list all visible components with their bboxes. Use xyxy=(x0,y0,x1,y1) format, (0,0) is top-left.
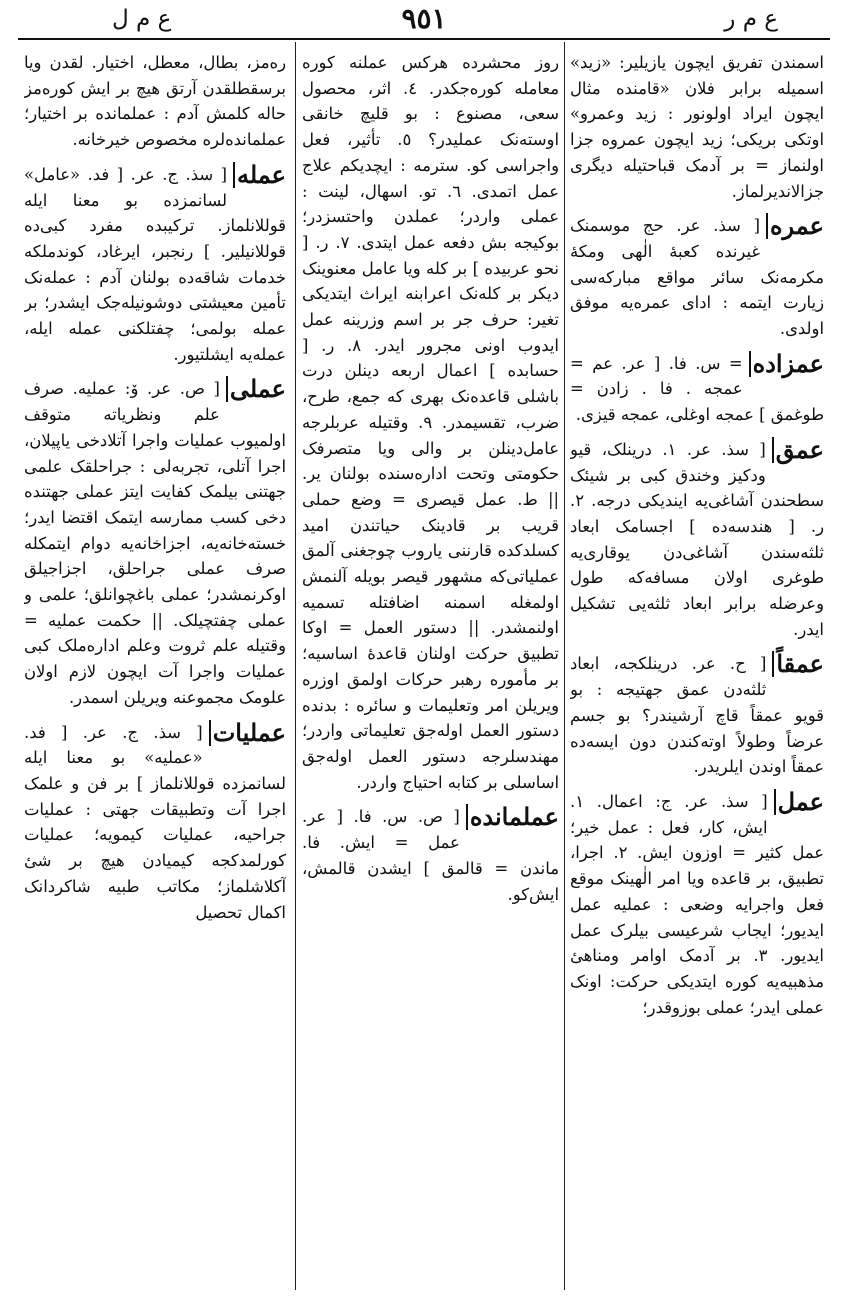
headword: عملی xyxy=(226,376,286,402)
header-left-letters: ع م ل xyxy=(112,6,172,32)
headword: عمزاده xyxy=(749,351,824,377)
entry-text: [ سذ. عر. حج موسمنک غیرنده کعبهٔ الٰهی ومکهٔ مکرمه‌نک سائر مواقع مبارکه‌سی زیارت ایتمه : ادای عمره‌یه موفق اولدی. xyxy=(570,216,824,339)
headword: عمله xyxy=(233,162,286,188)
entry-text: [ سذ. ج. عر. [ فد. «عامل» لسانمزده بو معنا ایله قوللانلماز. ترکیبده مفرد کبی‌ده قوللانیلیر. ] رنجبر، ایرغاد، کوندملکه خدمات شاقه‌ده بولنان آدم : عمله‌نک تأمین معیشتی دوشونیله‌جک ایشدر؛ بر عمله بولمی؛ چفتلکنی عمله ایله، عمله‌یه ایشلتیور. xyxy=(24,164,286,364)
headword: عمق xyxy=(772,437,824,463)
column-separator-left xyxy=(295,42,296,1290)
entry-continuation xyxy=(570,50,824,204)
entry-continuation xyxy=(302,50,559,795)
entry-text: = س. فا. [ عر. عم = عمجه . فا . زادن = طوغمق ] عمجه اوغلی، عمجه قیزی. xyxy=(570,353,824,425)
entry-text: [ سذ. ج. عر. [ فد. «عملیه» بو معنا ایله لسانمزده قوللانلماز ] بر فن و علمک اجرا آت وتطبیقات جهتی : عملیات جراحیه، عملیات کیمویه؛ عملیات کورلمدکجه کیمیادن هیچ بر شیٔ آکلاشلماز؛ مکاتب طبیه شاکردانک اکمال تحصیل xyxy=(24,722,286,922)
entry-amzade xyxy=(570,348,824,428)
headword: عملیات xyxy=(209,720,286,746)
entry-umk xyxy=(570,434,824,643)
entry-umkan xyxy=(570,651,824,780)
entry-text: [ ح. عر. درینلکجه، ابعاد ثلثه‌دن عمق جهتیجه : بو قویو عمقاً قاچ آرشیندر؟ بو جسم عرضاً وطولاً اوته‌کندن دون ایسه‌ده عمقاً اوندن ایلریدر. xyxy=(570,654,824,777)
header-right-letters: ع م ر xyxy=(724,6,778,32)
entry-text: [ ص. عر. ۆ: عملیه. صرف علم ونظریاته متوقف اولمیوب عملیات واجرا آتلادخی یاپیلان، اجرا آتلی، تجربه‌لی : جراحلقک علمی جهتنی بیلمک کفایت ایتز عملی جهتنده دخی کسب ممارسه ایتمک اقتضا ایدر؛ خسته‌خانه‌یه، اجزاخانه‌یه دوام ایتمکله صرف عملی جراحلق، اجزاجیلق اوکرنمشدر؛ عملی باغچوانلق؛ علمی و عملی چفتچیلک. || حکمت عملیه = وقتیله علم ثروت وعلم اداره‌ملک کبی عملیات واجرا آت ایچون لازم اولان علومک مجموعنه ویریلن اسمدر. xyxy=(24,379,286,707)
column-middle xyxy=(302,50,559,1290)
entry-text: روز محشرده هرکس عملنه کوره معامله کوره‌جکدر. ٤. اثر، محصول سعی، مصنوع : بو قلیچ خانقی اوسته‌نک عملیدر؟ ٥. تأثیر، فعل واجراسی کو. سترمه : ایچدیکم علاج عمل اتمدی. ٦. تو. اسهال، لینت : عملی واردر؛ عملدن واحتسزدر؛ بوکیجه بش دفعه عمل ایتدی. ٧. ر. [ نحو عربیده ] بر کله ویا عامل معنوینک دیکر بر کله‌نک اعرابنه ایراث ایتدیکی تغیر: حرف جر بر اسم وزرینه عمل ایدوب اونی مجرور ایدر. ٨. ر. [ حسابده ] اعمال اربعه دینلن درت باشلی قاعده‌نک بهری که جمع، طرح، ضرب، تقسیمدر. ٩. وقتیله عربلرجه عامل‌دینلن بر والی ویا متصرفک حکومتی وتحت اداره‌سنده بولنان یر. || ط. عمل قیصری = وضع حملی قریب بر قادینک حیاتندن امید کسلدکده قارننی یاروب چوجغنی آلمق عملیاتی‌که مشهور قیصر بویله آلنمش اولمغله اسمنه اضافتله تسمیه اولنمشدر. || دستور العمل = اوکا تطبیق حرکت اولنان قاعدهٔ اساسیه؛ بر مأموره رهبر حرکات اولمق اوزره ویریلن امر وتعلیمات و سائره : بدنده دستور العمل اوله‌جق تعلیماتی واردر؛ مهندسلرجه دستور العمل اوله‌جق اساسلی بر کتابه احتیاج واردر. xyxy=(302,53,559,792)
entry-text: ره‌مز، بطال، معطل، اختیار. لقدن ویا برسقطلقدن آرتق هیچ بر ایش کوره‌مز حاله کلمش آدم : عملمانده بر اختیار؛ عملمانده‌لره مخصوص خیرخانه. xyxy=(24,53,286,150)
entry-text: [ سذ. عر. ١. درینلک، قیو ودکیز وخندق کبی بر شیئک سطحندن آشاغی‌یه ایندیکی درجه. ٢. ر. [ هندسه‌ده ] اجسامک ابعاد ثلثه‌سندن آشاغی‌دن یوقاری‌یه طوغری اولان مسافه‌که طول وعرضله برابر ابعاد ثلثه‌یی تشکیل ایدر. xyxy=(570,439,824,639)
column-separator-right xyxy=(564,42,565,1290)
entry-umre xyxy=(570,213,824,342)
headword: عمل xyxy=(774,789,824,815)
entry-text: [ سذ. عر. ج: اعمال. ١. ایش، کار، فعل : عمل خیر؛ عمل کثیر = اوزون ایش. ٢. اجرا، تطبیق، بر قاعده ویا امر الٰهینک موقع فعل واجرایه وضعی : عملیه عمل ایدیور؛ ایجاب شرعیسی بیلرک عمل ایدیور. ٣. بر آدمک اوامر ومناهیٔ مذهبیه‌یه کوره ایتدیکی حرکت: اونک عملی ایدر؛ عملی بوزوقدر؛ xyxy=(570,791,824,1017)
entry-ameli xyxy=(24,376,286,710)
entry-amelmande xyxy=(302,804,559,907)
entry-amele xyxy=(24,159,286,368)
entry-text: [ ص. س. فا. [ عر. عمل = ایش. فا. ماندن = قالمق ] ایشدن قالمش، ایش‌کو. xyxy=(302,807,559,904)
entry-ameliyat xyxy=(24,717,286,926)
column-left xyxy=(24,50,286,1290)
column-right xyxy=(570,50,824,1290)
entry-amel xyxy=(570,786,824,1020)
header-rule xyxy=(18,38,830,40)
entry-text: اسمندن تفریق ایچون یازیلیر: «زید» اسمیله برابر فلان «قامنده مثال ایچون ایراد اولونور : زید وعمرو» اوتکی بریکی؛ زید ایچون عمروه جزا اولنماز = بر آدمک قباحتیله دیگری جزالاندیرلماز. xyxy=(570,53,824,201)
page-number: ٩٥١ xyxy=(401,2,447,35)
headword: عمقاً xyxy=(772,651,824,677)
headword: عمره xyxy=(766,213,824,239)
headword: عملمانده xyxy=(466,804,559,830)
entry-continuation xyxy=(24,50,286,153)
